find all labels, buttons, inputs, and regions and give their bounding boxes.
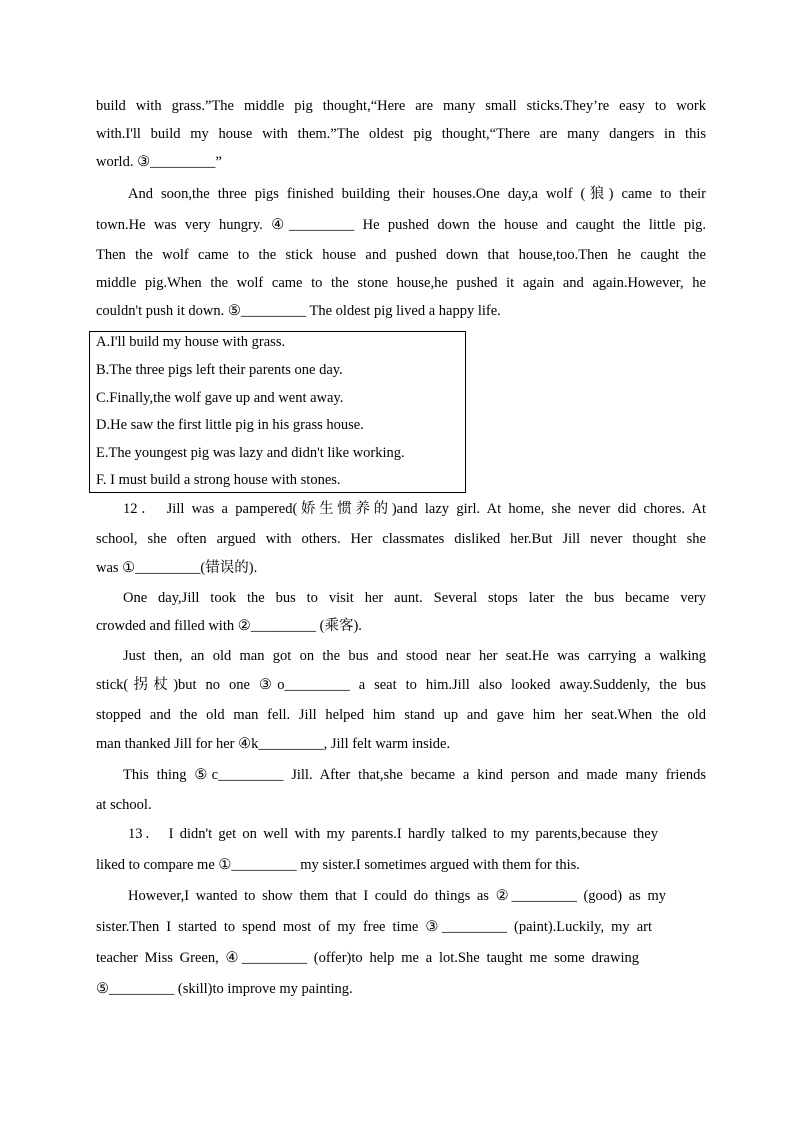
text-line: stopped and the old man fell. Jill helped him stand up and gave him her seat.When the old (96, 707, 706, 723)
question-13-first-line: 13． I didn't get on well with my parents.I hardly talked to my parents,because they (128, 826, 658, 842)
text-line: middle pig.When the wolf came to the stone house,he pushed it again and again.However, he (96, 275, 706, 291)
text-line: Then the wolf came to the stick house and pushed down that house,too.Then he caught the (96, 247, 706, 263)
question-12-first-line: 12． Jill was a pampered(娇生惯养的)and lazy girl. At home, she never did chores. At (123, 501, 706, 517)
text-line: liked to compare me ①_________ my sister.I sometimes argued with them for this. (96, 857, 580, 873)
option-f: F. I must build a strong house with stones. (96, 472, 341, 488)
option-b: B.The three pigs left their parents one day. (96, 362, 343, 378)
text-line: at school. (96, 797, 152, 813)
text-line: This thing ⑤c_________ Jill. After that,she became a kind person and made many friends (123, 767, 706, 783)
text-line: town.He was very hungry. ④_________ He pushed down the house and caught the little pig. (96, 217, 706, 233)
text-line: And soon,the three pigs finished building their houses.One day,a wolf (狼) came to their (128, 186, 706, 202)
options-box (89, 331, 466, 493)
option-a: A.I'll build my house with grass. (96, 334, 286, 350)
text-line: ⑤_________ (skill)to improve my painting. (96, 981, 353, 997)
text-line: man thanked Jill for her ④k_________, Jill felt warm inside. (96, 736, 451, 752)
text-line: school, she often argued with others. Her classmates disliked her.But Jill never thought she (96, 531, 706, 547)
text-line: crowded and filled with ②_________ (乘客). (96, 618, 362, 634)
text-line: stick(拐杖)but no one ③o_________ a seat to him.Jill also looked away.Suddenly, the bus (96, 677, 706, 693)
text-line: One day,Jill took the bus to visit her aunt. Several stops later the bus became very (123, 590, 706, 606)
text-line: was ①_________(错误的). (96, 560, 258, 576)
text-line: world. ③_________” (96, 154, 222, 170)
text-line: build with grass.”The middle pig thought,“Here are many small sticks.They’re easy to work (96, 98, 706, 114)
option-c: C.Finally,the wolf gave up and went away. (96, 390, 344, 406)
option-e: E.The youngest pig was lazy and didn't like working. (96, 445, 405, 461)
text-line: teacher Miss Green, ④_________ (offer)to help me a lot.She taught me some drawing (96, 950, 639, 966)
text-line: with.I'll build my house with them.”The oldest pig thought,“There are many dangers in this (96, 126, 706, 142)
option-d: D.He saw the first little pig in his grass house. (96, 417, 364, 433)
text-line: Just then, an old man got on the bus and stood near her seat.He was carrying a walking (123, 648, 706, 664)
text-line: couldn't push it down. ⑤_________ The oldest pig lived a happy life. (96, 303, 501, 319)
text-line: sister.Then I started to spend most of my free time ③_________ (paint).Luckily, my art (96, 919, 652, 935)
text-line: However,I wanted to show them that I could do things as ②_________ (good) as my (128, 888, 666, 904)
